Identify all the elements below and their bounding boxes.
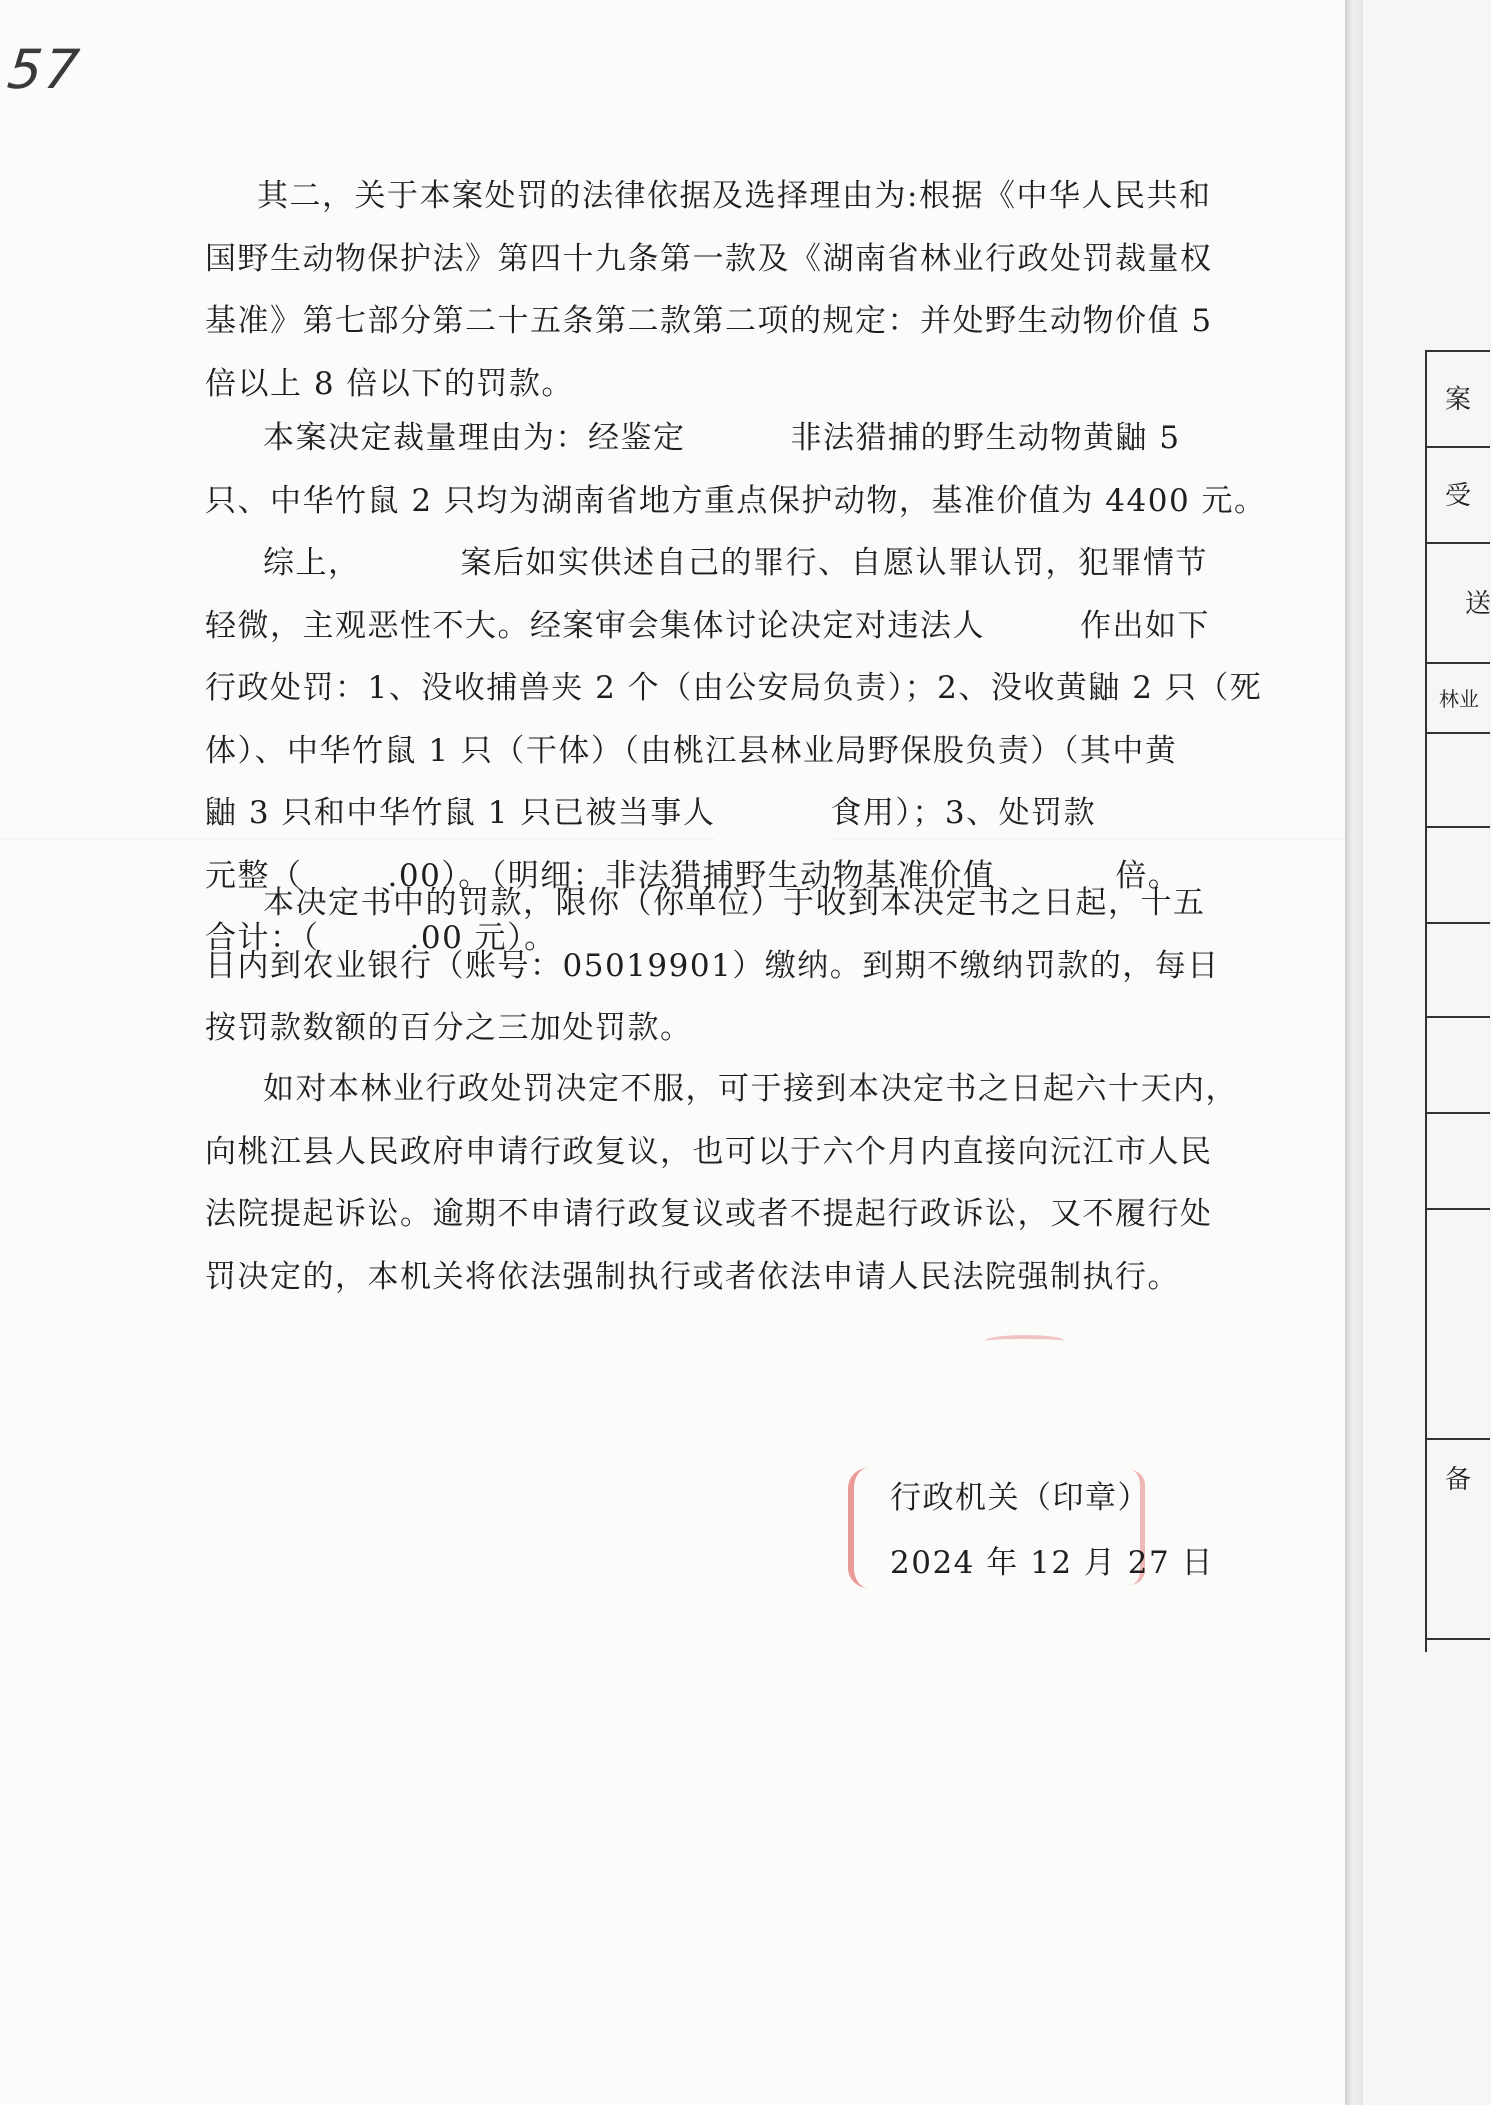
paragraph-discretion-reason [205,407,1267,532]
text-line: 其二，关于本案处罚的法律依据及选择理由为:根据《中华人民共和 [257,178,1212,214]
table-cell [1427,1114,1490,1210]
redacted-name [715,782,830,845]
text-segment: 元整（ [205,857,303,894]
table-cell [1427,924,1490,1018]
table-cell: 送 [1427,544,1490,664]
text-segment: 合计：（ [205,920,320,956]
issuing-authority: 行政机关（印章） [890,1480,1150,1516]
paragraph-appeal [205,1058,1250,1308]
text-line: 法院提起诉讼。逾期不申请行政复议或者不提起行政诉讼，又不履行处 [205,1196,1213,1232]
text-segment: 非法猎捕的野生动物黄鼬 5 [790,420,1181,456]
text-line: 日内到农业银行（账号：05019901）缴纳。到期不缴纳罚款的，每日 [205,947,1220,984]
text-segment: 作出如下 [1080,607,1210,644]
text-line: 本决定书中的罚款，限你（你单位）于收到本决定书之日起，十五 [263,885,1206,921]
text-line: 向桃江县人民政府申请行政复议，也可以于六个月内直接向沅江市人民 [205,1133,1213,1170]
seal-trace-left [848,1468,868,1588]
table-cell: 林业 [1427,664,1490,734]
redacted-name [985,595,1080,658]
handwritten-page-number: 57 [4,38,85,101]
text-segment: .00 元）。 [409,920,557,956]
table-cell [1427,1210,1490,1440]
text-segment: 食用）；3、处罚款 [830,795,1097,831]
text-line: 只、中华竹鼠 2 只均为湖南省地方重点保护动物，基准价值为 4400 元。 [205,482,1267,519]
table-cell [1427,828,1490,924]
text-line: 基准》第七部分第二十五条第二款第二项的规定：并处野生动物价值 5 [205,303,1213,339]
paragraph-payment [205,872,1250,1060]
text-line: 倍以上 8 倍以下的罚款。 [205,365,574,402]
redacted-name [686,407,791,470]
table-cell: 备 [1427,1440,1490,1640]
seal-trace-top [985,1335,1065,1347]
paragraph-legal-basis [205,165,1255,415]
text-line: 国野生动物保护法》第四十九条第一款及《湖南省林业行政处罚裁量权 [205,240,1213,277]
table-cell [1427,1018,1490,1114]
text-line: 行政处罚：1、没收捕兽夹 2 个（由公安局负责）；2、没收黄鼬 2 只（死 [205,670,1263,706]
text-segment: 本案决定裁量理由为：经鉴定 [263,420,686,456]
page-edge-shadow [1345,0,1363,2105]
issue-date: 2024 年 12 月 27 日 [890,1545,1215,1581]
text-segment: 鼬 3 只和中华竹鼠 1 只已被当事人 [205,795,716,831]
text-line: 按罚款数额的百分之三加处罚款。 [205,1010,693,1046]
text-segment: 综上， [263,545,361,581]
text-segment: .00）。（明细：非法猎捕野生动物基准价值 [387,857,996,894]
text-line: 体）、中华竹鼠 1 只（干体）（由桃江县林业局野保股负责）（其中黄 [205,732,1178,769]
table-cell: 受 [1427,448,1490,544]
underlying-table-fragment [1425,350,1490,1652]
redacted-name [361,532,461,595]
text-line: 如对本林业行政处罚决定不服，可于接到本决定书之日起六十天内， [263,1071,1238,1107]
table-cell [1427,734,1490,828]
table-cell: 案 [1427,352,1490,448]
text-segment: 轻微，主观恶性不大。经案审会集体讨论决定对违法人 [205,607,985,644]
text-line: 罚决定的，本机关将依法强制执行或者依法申请人民法院强制执行。 [205,1258,1180,1295]
text-segment: 倍。 [1115,857,1181,894]
text-segment: 案后如实供述自己的罪行、自愿认罪认罚，犯罪情节 [460,545,1208,581]
